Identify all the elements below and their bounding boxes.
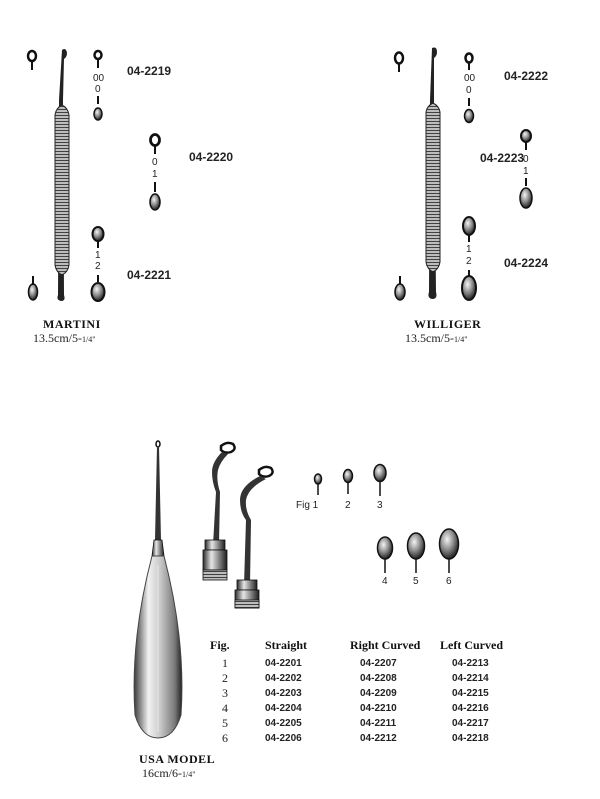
martini-size-main: 13.5cm/5- [33,331,82,345]
cell-fig: 2 [222,671,228,685]
spec-table-header-row [210,638,510,656]
williger-size-mark-2a: 0 [523,154,529,165]
usa-model-size [142,766,196,781]
cell-left-curved: 04-2217 [452,718,489,729]
cell-fig: 3 [222,686,228,700]
martini-size [33,331,96,346]
usa-fig-label-3: 3 [377,500,383,511]
table-row [210,701,510,716]
martini-size-mark-1a: 00 [93,73,105,84]
martini-size-mark-2b: 1 [152,169,158,180]
williger-size-mark-1a: 00 [464,73,476,84]
cell-fig: 5 [222,716,228,730]
williger-title: WILLIGER [414,317,482,331]
martini-size-mark-3a: 1 [95,250,101,261]
williger-size-mark-2b: 1 [523,166,529,177]
table-row [210,671,510,686]
williger-code-2: 04-2223 [480,151,525,165]
usa-model-size-main: 16cm/6- [142,766,182,780]
table-row [210,686,510,701]
cell-right-curved: 04-2207 [360,658,397,669]
martini-curette-illustration [28,49,160,301]
williger-size-main: 13.5cm/5- [405,331,454,345]
cell-straight: 04-2203 [265,688,302,699]
cell-left-curved: 04-2215 [452,688,489,699]
catalog-spec-table [210,638,510,746]
martini-size-mark-3b: 2 [95,261,101,272]
cell-straight: 04-2201 [265,658,302,669]
header-straight: Straight [265,638,307,652]
martini-title: MARTINI [43,317,101,331]
usa-model-title: USA MODEL [139,752,216,766]
williger-size [405,331,468,346]
table-row [210,656,510,671]
cell-straight: 04-2202 [265,673,302,684]
cell-left-curved: 04-2216 [452,703,489,714]
cell-left-curved: 04-2214 [452,673,489,684]
cell-right-curved: 04-2211 [360,718,397,729]
martini-code-2: 04-2220 [189,150,234,164]
williger-code-3: 04-2224 [504,256,549,270]
cell-fig: 6 [222,731,228,745]
cell-right-curved: 04-2212 [360,733,397,744]
williger-size-frac: 1/4" [454,335,468,344]
header-right-curved: Right Curved [350,638,421,652]
cell-straight: 04-2204 [265,703,302,714]
header-fig: Fig. [210,638,230,652]
cell-right-curved: 04-2210 [360,703,397,714]
cell-left-curved: 04-2213 [452,658,489,669]
martini-size-frac: 1/4" [82,335,96,344]
usa-fig-label-1: Fig 1 [296,500,319,511]
cell-fig: 1 [222,656,228,670]
table-row [210,731,510,746]
cell-fig: 4 [222,701,228,715]
usa-fig-label-5: 5 [413,576,419,587]
williger-code-1: 04-2222 [504,69,549,83]
header-left-curved: Left Curved [440,638,503,652]
table-row [210,716,510,731]
martini-code-1: 04-2219 [127,64,172,78]
usa-model-size-frac: 1/4" [182,770,196,779]
usa-fig-label-6: 6 [446,576,452,587]
williger-size-mark-3b: 2 [466,256,472,267]
martini-size-mark-1b: 0 [95,84,101,95]
cell-straight: 04-2205 [265,718,302,729]
cell-right-curved: 04-2209 [360,688,397,699]
cell-right-curved: 04-2208 [360,673,397,684]
martini-code-3: 04-2221 [127,268,172,282]
williger-size-mark-1b: 0 [466,85,472,96]
williger-size-mark-3a: 1 [466,244,472,255]
cell-straight: 04-2206 [265,733,302,744]
martini-size-mark-2a: 0 [152,157,158,168]
cell-left-curved: 04-2218 [452,733,489,744]
usa-fig-label-4: 4 [382,576,388,587]
usa-fig-label-2: 2 [345,500,351,511]
